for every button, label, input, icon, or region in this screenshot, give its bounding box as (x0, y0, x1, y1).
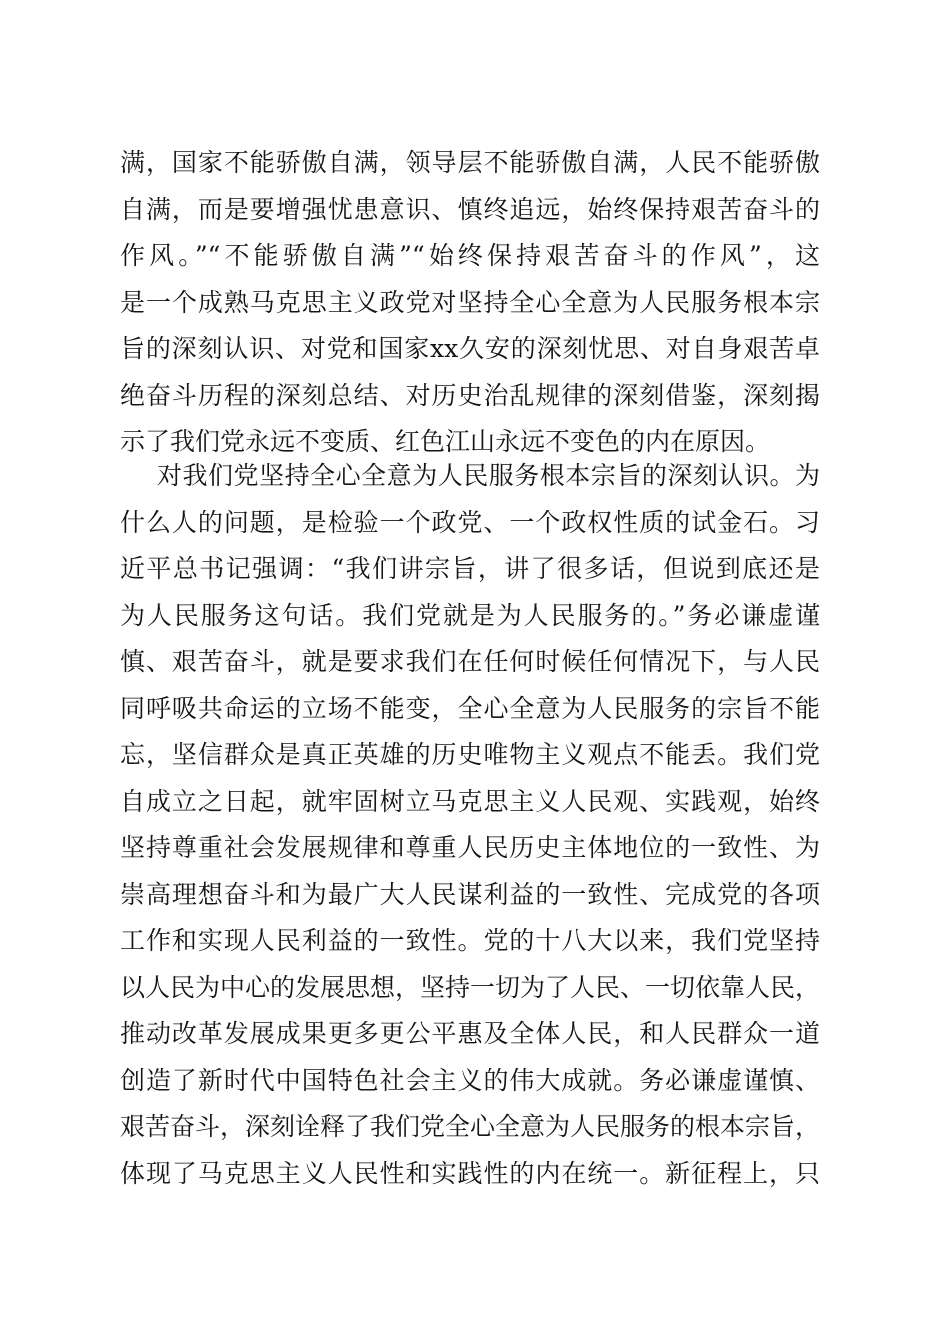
paragraph-2 (120, 453, 820, 1197)
paragraph-2-first-line: 对我们党坚持全心全意为人民服务根本宗旨的深刻认识。为 (157, 461, 820, 490)
paragraph-1-line: 满，国家不能骄傲自满，领导层不能骄傲自满，人民不能骄傲 (120, 148, 820, 177)
paragraph-2-line: 什么人的问题，是检验一个政党、一个政权性质的试金石。习 (120, 507, 820, 537)
paragraph-2-line: 近平总书记强调：“我们讲宗旨，讲了很多话，但说到底还是 (120, 554, 820, 583)
paragraph-1-line: 自满，而是要增强忧患意识、慎终追远，始终保持艰苦奋斗的 (120, 194, 820, 224)
paragraph-1-line: 示了我们党永远不变质、红色江山永远不变色的内在原因。 (120, 427, 771, 456)
paragraph-2-line: 同呼吸共命运的立场不能变，全心全意为人民服务的宗旨不能 (120, 693, 820, 723)
paragraph-2-line: 自成立之日起，就牢固树立马克思主义人民观、实践观，始终 (120, 786, 820, 816)
paragraph-1-line: 作风。”“不能骄傲自满”“始终保持艰苦奋斗的作风”，这 (120, 241, 820, 270)
paragraph-2-line: 崇高理想奋斗和为最广大人民谋利益的一致性、完成党的各项 (120, 879, 820, 909)
paragraph-1-line: 旨的深刻认识、对党和国家xx久安的深刻忧思、对自身艰苦卓 (120, 334, 820, 363)
paragraph-2-line: 体现了马克思主义人民性和实践性的内在统一。新征程上，只 (120, 1158, 820, 1188)
paragraph-2-line: 慎、艰苦奋斗，就是要求我们在任何时候任何情况下，与人民 (120, 647, 820, 676)
paragraph-2-line: 推动改革发展成果更多更公平惠及全体人民，和人民群众一道 (120, 1019, 820, 1048)
paragraph-2-line: 以人民为中心的发展思想，坚持一切为了人民、一切依靠人民， (120, 972, 820, 1002)
paragraph-2-line: 忘，坚信群众是真正英雄的历史唯物主义观点不能丢。我们党 (120, 740, 820, 769)
paragraph-2-line: 工作和实现人民利益的一致性。党的十八大以来，我们党坚持 (120, 926, 820, 955)
paragraph-2-line: 艰苦奋斗，深刻诠释了我们党全心全意为人民服务的根本宗旨， (120, 1112, 820, 1141)
paragraph-1 (120, 140, 820, 466)
paragraph-1-line: 是一个成熟马克思主义政党对坚持全心全意为人民服务根本宗 (120, 287, 820, 317)
paragraph-2-line: 创造了新时代中国特色社会主义的伟大成就。务必谦虚谨慎、 (120, 1065, 820, 1095)
paragraph-1-line: 绝奋斗历程的深刻总结、对历史治乱规律的深刻借鉴，深刻揭 (120, 380, 820, 410)
paragraph-2-line: 坚持尊重社会发展规律和尊重人民历史主体地位的一致性、为 (120, 833, 820, 862)
paragraph-2-line: 为人民服务这句话。我们党就是为人民服务的。”务必谦虚谨 (120, 600, 820, 630)
